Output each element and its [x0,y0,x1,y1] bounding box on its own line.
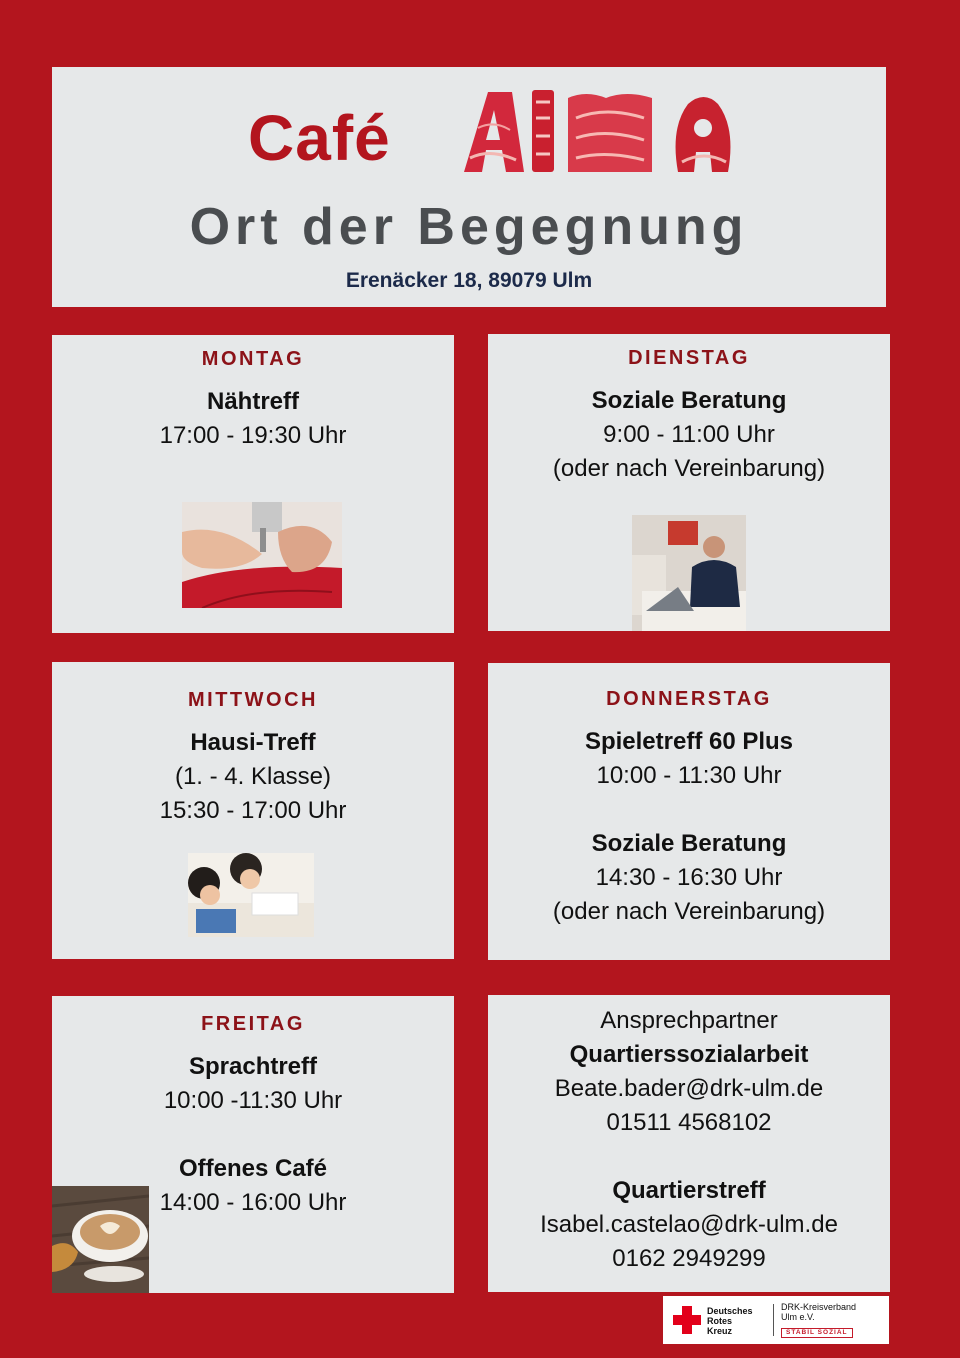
activity-title: Soziale Beratung [591,387,787,414]
contact-email[interactable]: Isabel.castelao@drk-ulm.de [540,1211,838,1238]
drk-name-line3: Kreuz [707,1326,733,1336]
contact-phone[interactable]: 0162 2949299 [612,1245,766,1272]
activity-time: 14:30 - 16:30 Uhr [595,864,783,891]
activity-time: 17:00 - 19:30 Uhr [159,422,347,449]
drk-org-line1: DRK-Kreisverband [781,1302,857,1312]
activity-title: Spieletreff 60 Plus [584,728,794,755]
contact-card [488,995,890,1292]
activity-grades: (1. - 4. Klasse) [174,763,332,790]
activity-time: 10:00 -11:30 Uhr [163,1087,343,1114]
drk-name-line1: Deutsches [707,1306,753,1316]
tuesday-card [488,334,890,631]
activity-title: Offenes Café [178,1155,328,1182]
header-card [52,67,886,307]
contact-phone[interactable]: 01511 4568102 [606,1109,772,1136]
activity-time: 9:00 - 11:00 Uhr [603,421,775,448]
activity-title: Hausi-Treff [190,729,316,756]
contact-intro: Ansprechpartner [600,1007,778,1034]
counseling-photo [632,515,746,631]
contact-role: Quartierssozialarbeit [569,1041,809,1068]
activity-time: 14:00 - 16:00 Uhr [159,1189,347,1216]
day-heading: DIENSTAG [628,347,750,369]
activity-note: (oder nach Vereinbarung) [552,898,826,925]
address: Erenäcker 18, 89079 Ulm [345,269,593,292]
subtitle: Ort der Begegnung [189,198,749,256]
drk-slogan: STABIL SOZIAL [781,1328,853,1338]
day-heading: FREITAG [201,1013,305,1035]
activity-note: (oder nach Vereinbarung) [552,455,826,482]
cafe-title: Café [248,102,391,174]
homework-photo [188,853,314,937]
friday-card [52,996,454,1293]
activity-time: 15:30 - 17:00 Uhr [159,797,347,824]
contact-role: Quartierstreff [612,1177,766,1204]
wednesday-card [52,662,454,959]
coffee-photo [52,1186,149,1293]
drk-divider [773,1304,774,1336]
activity-title: Soziale Beratung [591,830,787,857]
red-cross-icon [673,1306,701,1334]
activity-title: Nähtreff [206,388,299,415]
monday-card [52,335,454,633]
drk-name-line2: Rotes [707,1316,733,1326]
activity-title: Sprachtreff [188,1053,318,1080]
day-heading: DONNERSTAG [606,688,772,710]
activity-time: 10:00 - 11:30 Uhr [596,762,782,789]
drk-org-line2: Ulm e.V. [781,1312,815,1322]
ama-logo [456,88,740,174]
day-heading: MONTAG [201,348,305,370]
thursday-card [488,663,890,960]
drk-logo [663,1296,889,1344]
logo-word-hidden-text: AMA [456,88,459,89]
day-heading: MITTWOCH [188,689,318,711]
contact-email[interactable]: Beate.bader@drk-ulm.de [554,1075,824,1102]
sewing-photo [182,502,342,608]
